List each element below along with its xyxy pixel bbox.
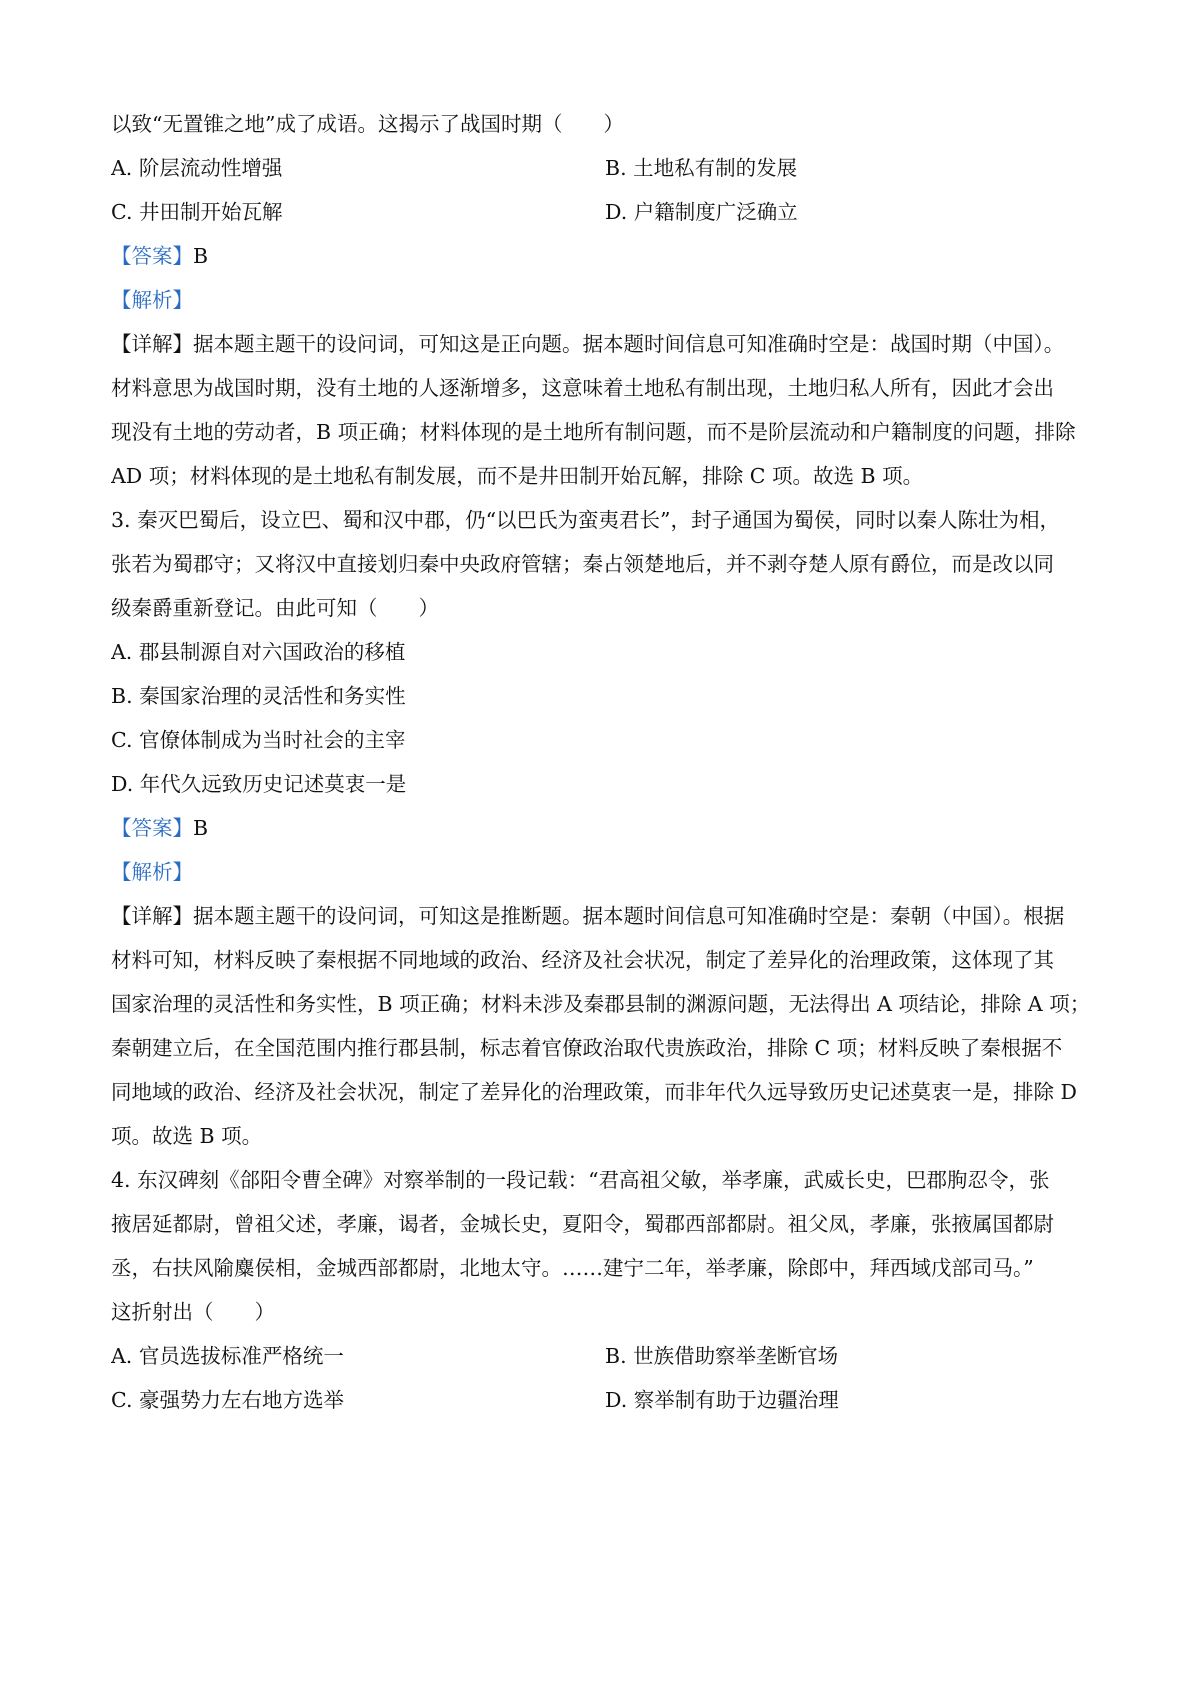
answer-tag: 【答案】 bbox=[111, 816, 193, 840]
q4-stem-line: 4. 东汉碑刻《郃阳令曹全碑》对察举制的一段记载：“君高祖父敏，举孝廉，武威长史，巴郡朐忍令，张 bbox=[111, 1168, 1050, 1192]
q2-detail-line: 材料意思为战国时期，没有土地的人逐渐增多，这意味着土地私有制出现，土地归私人所有，因此才会出 bbox=[111, 376, 1054, 400]
q2-option-c: C. 井田制开始瓦解 bbox=[111, 200, 283, 224]
q2-stem-end: 以致“无置锥之地”成了成语。这揭示了战国时期（ ） bbox=[111, 112, 624, 136]
q4-option-a: A. 官员选拔标准严格统一 bbox=[111, 1344, 344, 1368]
q2-detail-line: 【详解】据本题主题干的设问词，可知这是正向题。据本题时间信息可知准确时空是：战国时期（中国）。 bbox=[111, 332, 1065, 356]
q2-option-b: B. 土地私有制的发展 bbox=[605, 156, 798, 180]
q4-stem-line: 丞，右扶风隃麋侯相，金城西部都尉，北地太守。……建宁二年，举孝廉，除郎中，拜西域戊部司马。” bbox=[111, 1256, 1034, 1280]
q2-answer bbox=[111, 241, 1101, 271]
q3-detail-line: 同地域的政治、经济及社会状况，制定了差异化的治理政策，而非年代久远导致历史记述莫衷一是，排除 D bbox=[111, 1080, 1077, 1104]
q3-analysis-tag: 【解析】 bbox=[111, 860, 193, 884]
q4-option-c: C. 豪强势力左右地方选举 bbox=[111, 1388, 344, 1412]
answer-value: B bbox=[193, 244, 209, 268]
q3-option-c: C. 官僚体制成为当时社会的主宰 bbox=[111, 728, 406, 752]
q3-answer bbox=[111, 813, 1101, 843]
answer-tag: 【答案】 bbox=[111, 244, 193, 268]
q2-detail-line: AD 项；材料体现的是土地私有制发展，而不是井田制开始瓦解，排除 C 项。故选 B 项。 bbox=[111, 464, 924, 488]
q4-stem-line: 这折射出（ ） bbox=[111, 1300, 275, 1324]
q3-stem-line: 3. 秦灭巴蜀后，设立巴、蜀和汉中郡，仍“以巴氏为蛮夷君长”，封子通国为蜀侯，同时以秦人陈壮为相， bbox=[111, 508, 1061, 532]
q3-detail-line: 材料可知，材料反映了秦根据不同地域的政治、经济及社会状况，制定了差异化的治理政策，这体现了其 bbox=[111, 948, 1054, 972]
q3-option-a: A. 郡县制源自对六国政治的移植 bbox=[111, 640, 406, 664]
q2-option-d: D. 户籍制度广泛确立 bbox=[605, 200, 798, 224]
q4-option-b: B. 世族借助察举垄断官场 bbox=[605, 1344, 839, 1368]
q4-stem-line: 掖居延都尉，曾祖父述，孝廉，谒者，金城长史，夏阳令，蜀郡西部都尉。祖父凤，孝廉，张掖属国都尉 bbox=[111, 1212, 1054, 1236]
answer-value: B bbox=[193, 816, 209, 840]
q3-detail-line: 项。故选 B 项。 bbox=[111, 1124, 263, 1148]
q2-analysis-tag: 【解析】 bbox=[111, 288, 193, 312]
q3-detail-line: 秦朝建立后，在全国范围内推行郡县制，标志着官僚政治取代贵族政治，排除 C 项；材料反映了秦根据不 bbox=[111, 1036, 1063, 1060]
q3-detail-line: 【详解】据本题主题干的设问词，可知这是推断题。据本题时间信息可知准确时空是：秦朝（中国）。根据 bbox=[111, 904, 1065, 928]
q2-detail-line: 现没有土地的劳动者，B 项正确；材料体现的是土地所有制问题，而不是阶层流动和户籍制度的问题，排除 bbox=[111, 420, 1076, 444]
q3-option-d: D. 年代久远致历史记述莫衷一是 bbox=[111, 772, 407, 796]
q3-option-b: B. 秦国家治理的灵活性和务实性 bbox=[111, 684, 406, 708]
q3-detail-line: 国家治理的灵活性和务实性，B 项正确；材料未涉及秦郡县制的渊源问题，无法得出 A 项结论，排除 A 项； bbox=[111, 992, 1091, 1016]
q3-stem-line: 级秦爵重新登记。由此可知（ ） bbox=[111, 596, 439, 620]
q3-stem-line: 张若为蜀郡守；又将汉中直接划归秦中央政府管辖；秦占领楚地后，并不剥夺楚人原有爵位，而是改以同 bbox=[111, 552, 1054, 576]
q2-option-a: A. 阶层流动性增强 bbox=[111, 156, 283, 180]
q4-option-d: D. 察举制有助于边疆治理 bbox=[605, 1388, 839, 1412]
